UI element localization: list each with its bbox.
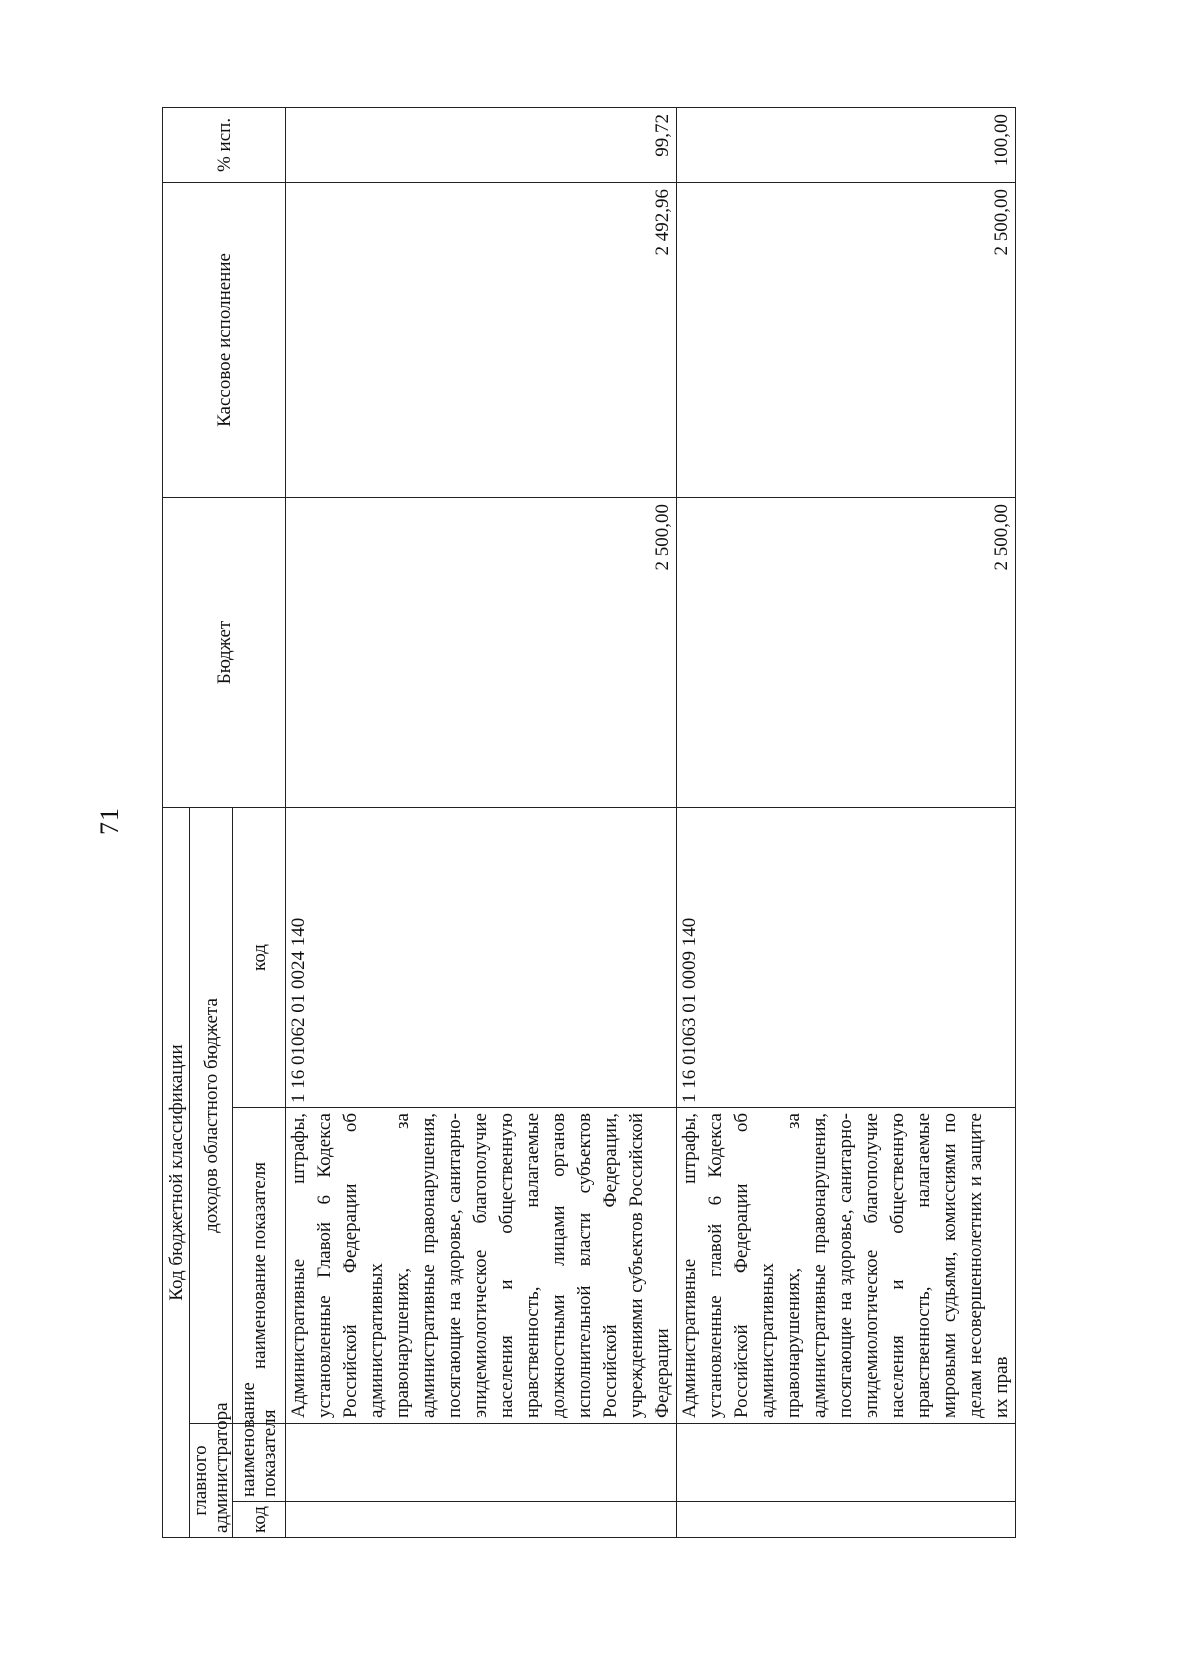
header-execution: Кассовое исполнение [163, 182, 286, 497]
cell-admin-code [286, 1502, 677, 1538]
cell-budget: 2 500,00 [677, 497, 1016, 807]
budget-classification-table [162, 107, 1016, 1538]
header-admin-group: главного администратора [190, 1424, 233, 1538]
cell-percent: 100,00 [677, 107, 1016, 182]
header-budget-classification: Код бюджетной классификации [163, 807, 190, 1537]
header-income-code: код [233, 807, 286, 1107]
cell-budget: 2 500,00 [286, 497, 677, 807]
cell-execution: 2 492,96 [286, 182, 677, 497]
cell-admin-name [677, 1424, 1016, 1502]
header-admin-name: наименование показателя [233, 1424, 286, 1502]
cell-admin-code [677, 1502, 1016, 1538]
cell-admin-name [286, 1424, 677, 1502]
table-row [286, 107, 677, 1537]
page-number: 71 [95, 807, 124, 835]
header-budget: Бюджет [163, 497, 286, 807]
header-percent: % исп. [163, 107, 286, 182]
rotated-table-wrapper [162, 108, 1012, 1538]
cell-income-name: Административные штрафы, установленные Главой 6 Кодекса Российской Федерации об административных правонарушениях, за административные правонарушения, посягающие на здоровье, санитарно-эпидемиологическое благополучие населения и общественную нравственность, налагаемые должностными лицами органов исполнительной власти субъектов Российской Федерации, учреждениями субъектов Российской Федерации [286, 1108, 677, 1424]
header-income-group: доходов областного бюджета [190, 807, 233, 1423]
cell-percent: 99,72 [286, 107, 677, 182]
table-row [677, 107, 1016, 1537]
cell-income-code: 1 16 01062 01 0024 140 [286, 807, 677, 1107]
header-admin-code: код [233, 1502, 286, 1538]
cell-income-name: Административные штрафы, установленные главой 6 Кодекса Российской Федерации об административных правонарушениях, за административные правонарушения, посягающие на здоровье, санитарно-эпидемиологическое благополучие населения и общественную нравственность, налагаемые мировыми судьями, комиссиями по делам несовершеннолетних и защите их прав [677, 1108, 1016, 1424]
cell-execution: 2 500,00 [677, 182, 1016, 497]
cell-income-code: 1 16 01063 01 0009 140 [677, 807, 1016, 1107]
header-income-name: наименование показателя [233, 1108, 286, 1424]
